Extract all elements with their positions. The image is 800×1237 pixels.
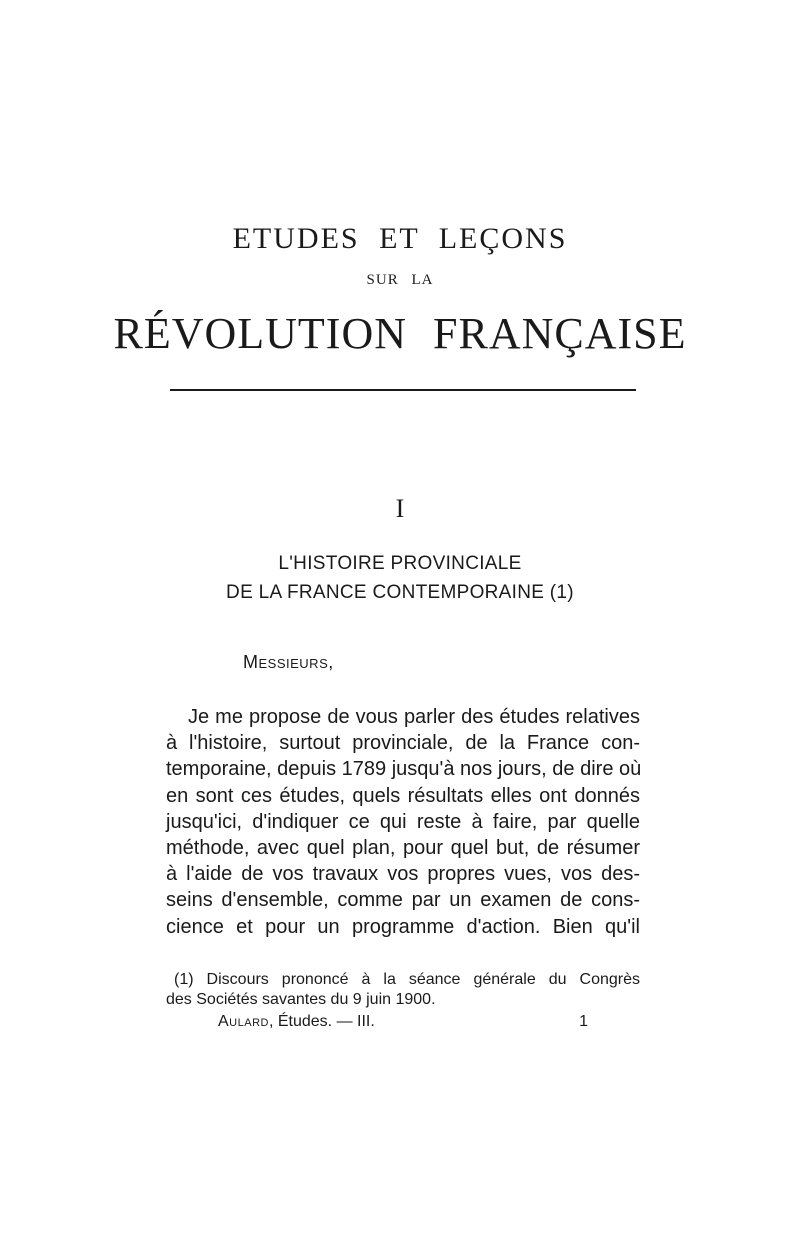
footnote — [166, 970, 640, 1010]
chapter-title-line1: L'HISTOIRE PROVINCIALE — [278, 553, 522, 574]
body-line: cience et pour un programme d'action. Bien qu'il — [166, 915, 640, 938]
body-line: temporaine, depuis 1789 jusqu'à nos jours, de dire où — [166, 758, 642, 781]
footnote-line2: des Sociétés savantes du 9 juin 1900. — [166, 991, 436, 1008]
footnote-line1: (1) Discours prononcé à la séance générale du Congrès — [174, 971, 640, 988]
series-main-title: RÉVOLUTION FRANÇAISE — [113, 309, 687, 358]
salutation: Messieurs, — [243, 652, 334, 672]
chapter-title-line2: DE LA FRANCE CONTEMPORAINE (1) — [226, 582, 574, 603]
body-paragraph — [166, 704, 640, 940]
chapter-number: I — [395, 494, 405, 523]
body-line: à l'histoire, surtout provinciale, de la France con- — [166, 732, 640, 755]
body-line: à l'aide de vos travaux vos propres vues, vos des- — [166, 863, 640, 886]
series-subtitle-connector: SUR LA — [366, 272, 434, 288]
body-line: méthode, avec quel plan, pour quel but, de résumer — [166, 837, 640, 860]
signature-author: Aulard — [218, 1013, 269, 1030]
series-title: ETUDES ET LEÇONS — [232, 222, 568, 255]
body-line: en sont ces études, quels résultats elles ont donnés — [166, 784, 640, 807]
title-divider — [170, 389, 636, 391]
body-line: seins d'ensemble, comme par un examen de cons- — [166, 889, 640, 912]
body-line: Je me propose de vous parler des études relatives — [188, 706, 640, 728]
signature-mark: 1 — [579, 1013, 588, 1030]
signature-work: , Études. — III. — [268, 1013, 375, 1030]
printer-signature — [218, 1013, 588, 1031]
body-line: jusqu'ici, d'indiquer ce qui reste à faire, par quelle — [166, 810, 640, 833]
